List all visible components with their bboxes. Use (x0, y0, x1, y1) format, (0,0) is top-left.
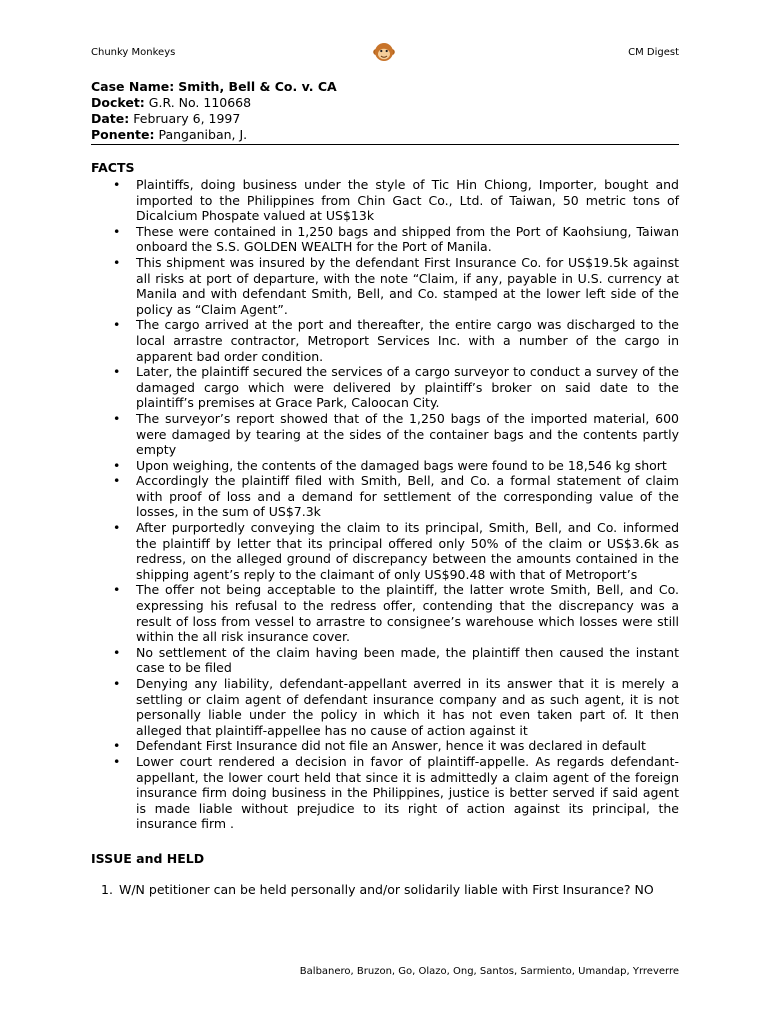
issue-heading: ISSUE and HELD (91, 851, 205, 866)
date-value: February 6, 1997 (133, 111, 241, 126)
case-metadata (91, 79, 337, 143)
fact-item: • Lower court rendered a decision in favor of plaintiff-appelle. As regards defendant-appellant, the lower court held that since it is admittedly a claim agent of the foreign insurance firm doing business in the Philippines, justice is better served if said agent is made liable without prejudice to its right of action against its principal, the insurance firm . (113, 754, 679, 832)
issue-number: 1. (101, 882, 113, 897)
header-right: CM Digest (628, 47, 679, 58)
fact-item: • Accordingly the plaintiff filed with Smith, Bell, and Co. a formal statement of claim with proof of loss and a demand for settlement of the corresponding value of the losses, in the sum of US$7.3k (113, 473, 679, 520)
issue-item (101, 882, 654, 897)
fact-item: • The offer not being acceptable to the plaintiff, the latter wrote Smith, Bell, and Co. expressing his refusal to the redress offer, contending that the discrepancy was a result of loss from vessel to arrastre to consignee’s warehouse which losses were still within the all risk insurance cover. (113, 582, 679, 644)
fact-item: • This shipment was insured by the defendant First Insurance Co. for US$19.5k against all risks at port of departure, with the note “Claim, if any, payable in U.S. currency at Manila and with defendant Smith, Bell, and Co. stamped at the lower left side of the policy as “Claim Agent”. (113, 255, 679, 317)
docket-value: G.R. No. 110668 (148, 95, 252, 110)
facts-heading: FACTS (91, 160, 135, 175)
fact-item: • No settlement of the claim having been made, the plaintiff then caused the instant case to be filed (113, 645, 679, 676)
fact-item: • The cargo arrived at the port and thereafter, the entire cargo was discharged to the local arrastre contractor, Metroport Services Inc. with a number of the cargo in apparent bad order condition. (113, 317, 679, 364)
header-left: Chunky Monkeys (91, 47, 176, 58)
fact-item: • After purportedly conveying the claim to its principal, Smith, Bell, and Co. informed the plaintiff by letter that its principal offered only 50% of the claim or US$3.6k as redress, on the alleged ground of discrepancy between the amounts contained in the shipping agent’s reply to the claimant of only US$90.48 with that of Metroport’s (113, 520, 679, 582)
ponente-row (91, 127, 337, 143)
issue-list (101, 882, 654, 897)
ponente-label: Ponente: (91, 127, 155, 142)
docket-label: Docket: (91, 95, 145, 110)
issue-text: W/N petitioner can be held personally and/or solidarily liable with First Insurance? NO (118, 882, 654, 897)
fact-item: • Later, the plaintiff secured the services of a cargo surveyor to conduct a survey of the damaged cargo which were delivered by plaintiff’s broker on said date to the plaintiff’s premises at Grace Park, Caloocan City. (113, 364, 679, 411)
facts-list (113, 177, 679, 832)
fact-item: • The surveyor’s report showed that of the 1,250 bags of the imported material, 600 were damaged by tearing at the sides of the container bags and the contents partly empty (113, 411, 679, 458)
footer-authors: Balbanero, Bruzon, Go, Olazo, Ong, Santos, Sarmiento, Umandap, Yrreverre (299, 966, 679, 977)
docket-row (91, 95, 337, 111)
fact-item: • Upon weighing, the contents of the damaged bags were found to be 18,546 kg short (113, 458, 679, 474)
case-name-row (91, 79, 337, 95)
ponente-value: Panganiban, J. (158, 127, 248, 142)
fact-item: • Defendant First Insurance did not file an Answer, hence it was declared in default (113, 738, 679, 754)
case-name-label: Case Name: (91, 79, 175, 94)
header-divider (91, 144, 679, 145)
date-row (91, 111, 337, 127)
case-name: Smith, Bell & Co. v. CA (178, 79, 337, 94)
date-label: Date: (91, 111, 130, 126)
fact-item: • Plaintiffs, doing business under the style of Tic Hin Chiong, Importer, bought and imported to the Philippines from Chin Gact Co., Ltd. of Taiwan, 50 metric tons of Dicalcium Phospate valued at US$13k (113, 177, 679, 224)
fact-item: • These were contained in 1,250 bags and shipped from the Port of Kaohsiung, Taiwan onboard the S.S. GOLDEN WEALTH for the Port of Manila. (113, 224, 679, 255)
fact-item: • Denying any liability, defendant-appellant averred in its answer that it is merely a settling or claim agent of defendant insurance company and as such agent, it is not personally liable under the policy in which it has not even taken part of. It then alleged that plaintiff-appellee has no cause of action against it (113, 676, 679, 738)
monkey-icon (373, 41, 395, 63)
